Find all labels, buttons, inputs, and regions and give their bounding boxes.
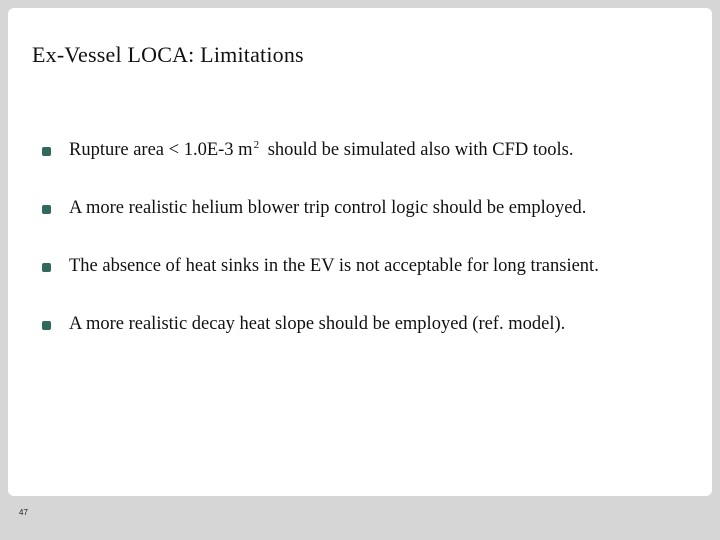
bullet-list [42, 132, 599, 364]
bullet-text: The absence of heat sinks in the EV is not acceptable for long transient. [69, 256, 599, 276]
bullet-text [69, 132, 573, 168]
bullet-text: A more realistic decay heat slope should be employed (ref. model). [69, 314, 566, 334]
bullet-item [42, 306, 599, 364]
square-bullet-icon [42, 205, 51, 214]
bullet-item [42, 248, 599, 306]
bullet-item [42, 190, 599, 248]
square-bullet-icon [42, 321, 51, 330]
bullet-text-tail: should be simulated also with CFD tools. [263, 140, 574, 160]
bullet-text: A more realistic helium blower trip control logic should be employed. [69, 198, 587, 218]
page-number: 47 [19, 508, 28, 517]
square-bullet-icon [42, 147, 51, 156]
bullet-superscript: 2 [253, 138, 260, 151]
square-bullet-icon [42, 263, 51, 272]
slide-panel [8, 8, 712, 496]
slide-title: Ex-Vessel LOCA: Limitations [32, 42, 304, 67]
bullet-text-main: Rupture area < 1.0E-3 m [69, 140, 253, 160]
bullet-item [42, 132, 599, 190]
